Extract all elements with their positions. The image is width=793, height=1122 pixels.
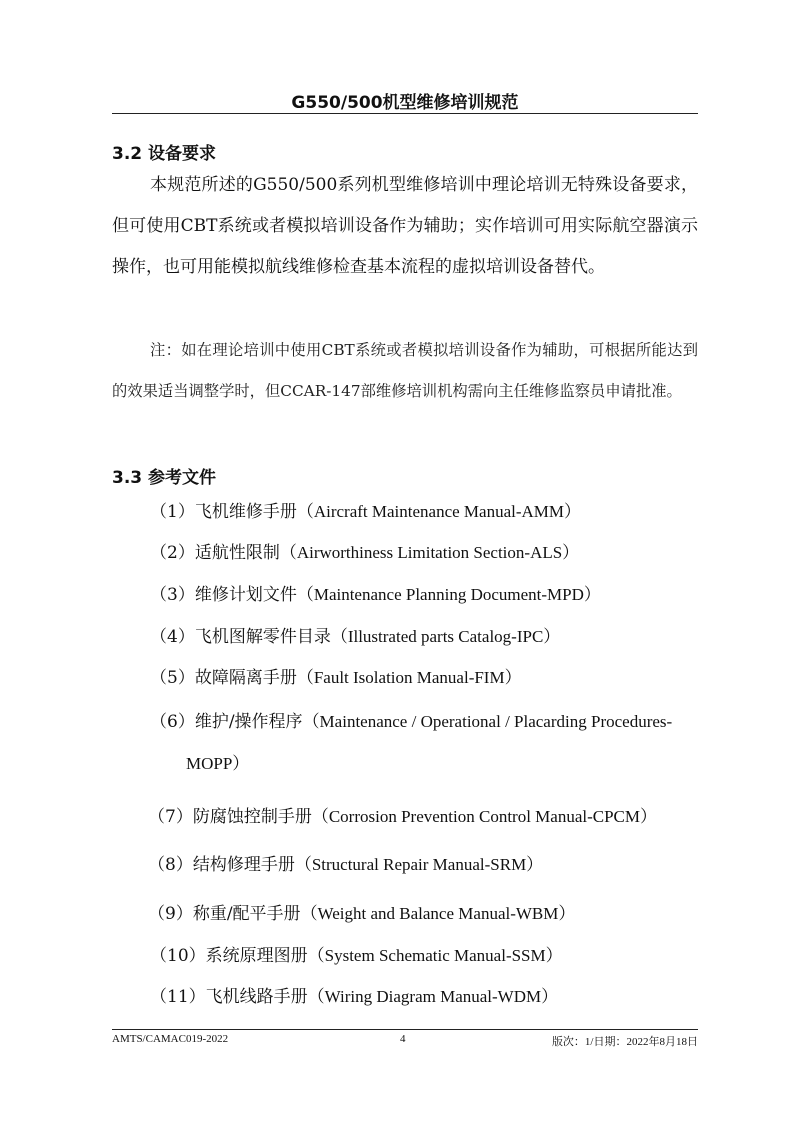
footer-page-number: 4 <box>400 1033 406 1045</box>
section-body-3-2: 本规范所述的G550/500系列机型维修培训中理论培训无特殊设备要求，但可使用CBT系统或者模拟培训设备作为辅助；实作培训可用实际航空器演示操作，也可用能模拟航线维修检查基本流程的虚拟培训设备替代。 <box>112 175 698 277</box>
list-item: （4）飞机图解零件目录（Illustrated parts Catalog-IPC） <box>150 627 561 647</box>
list-item: （6）维护/操作程序（Maintenance / Operational / Placarding Procedures-MOPP） <box>150 712 673 773</box>
list-item: （5）故障隔离手册（Fault Isolation Manual-FIM） <box>150 668 522 688</box>
list-item: （3）维修计划文件（Maintenance Planning Document-MPD） <box>150 585 601 605</box>
section-note-3-2: 注：如在理论培训中使用CBT系统或者模拟培训设备作为辅助，可根据所能达到的效果适当调整学时，但CCAR-147部维修培训机构需向主任维修监察员申请批准。 <box>112 341 698 400</box>
list-item: （2）适航性限制（Airworthiness Limitation Section-ALS） <box>150 543 580 563</box>
footer-divider <box>112 1029 698 1030</box>
list-item: （1）飞机维修手册（Aircraft Maintenance Manual-AMM） <box>150 502 582 522</box>
section-heading-3-2: 3.2 设备要求 <box>112 144 217 164</box>
section-heading-3-3: 3.3 参考文件 <box>112 468 217 488</box>
list-item: （11）飞机线路手册（Wiring Diagram Manual-WDM） <box>150 987 559 1007</box>
list-item: （9）称重/配平手册（Weight and Balance Manual-WBM） <box>148 904 576 924</box>
header-divider <box>112 113 698 114</box>
list-item: （8）结构修理手册（Structural Repair Manual-SRM） <box>148 855 544 875</box>
footer-version-date: 版次：1/日期：2022年8月18日 <box>551 1036 698 1048</box>
page-title: G550/500机型维修培训规范 <box>291 93 519 113</box>
footer-doc-id: AMTS/CAMAC019-2022 <box>112 1033 229 1045</box>
list-item: （7）防腐蚀控制手册（Corrosion Prevention Control Manual-CPCM） <box>148 807 658 827</box>
list-item: （10）系统原理图册（System Schematic Manual-SSM） <box>150 946 563 966</box>
